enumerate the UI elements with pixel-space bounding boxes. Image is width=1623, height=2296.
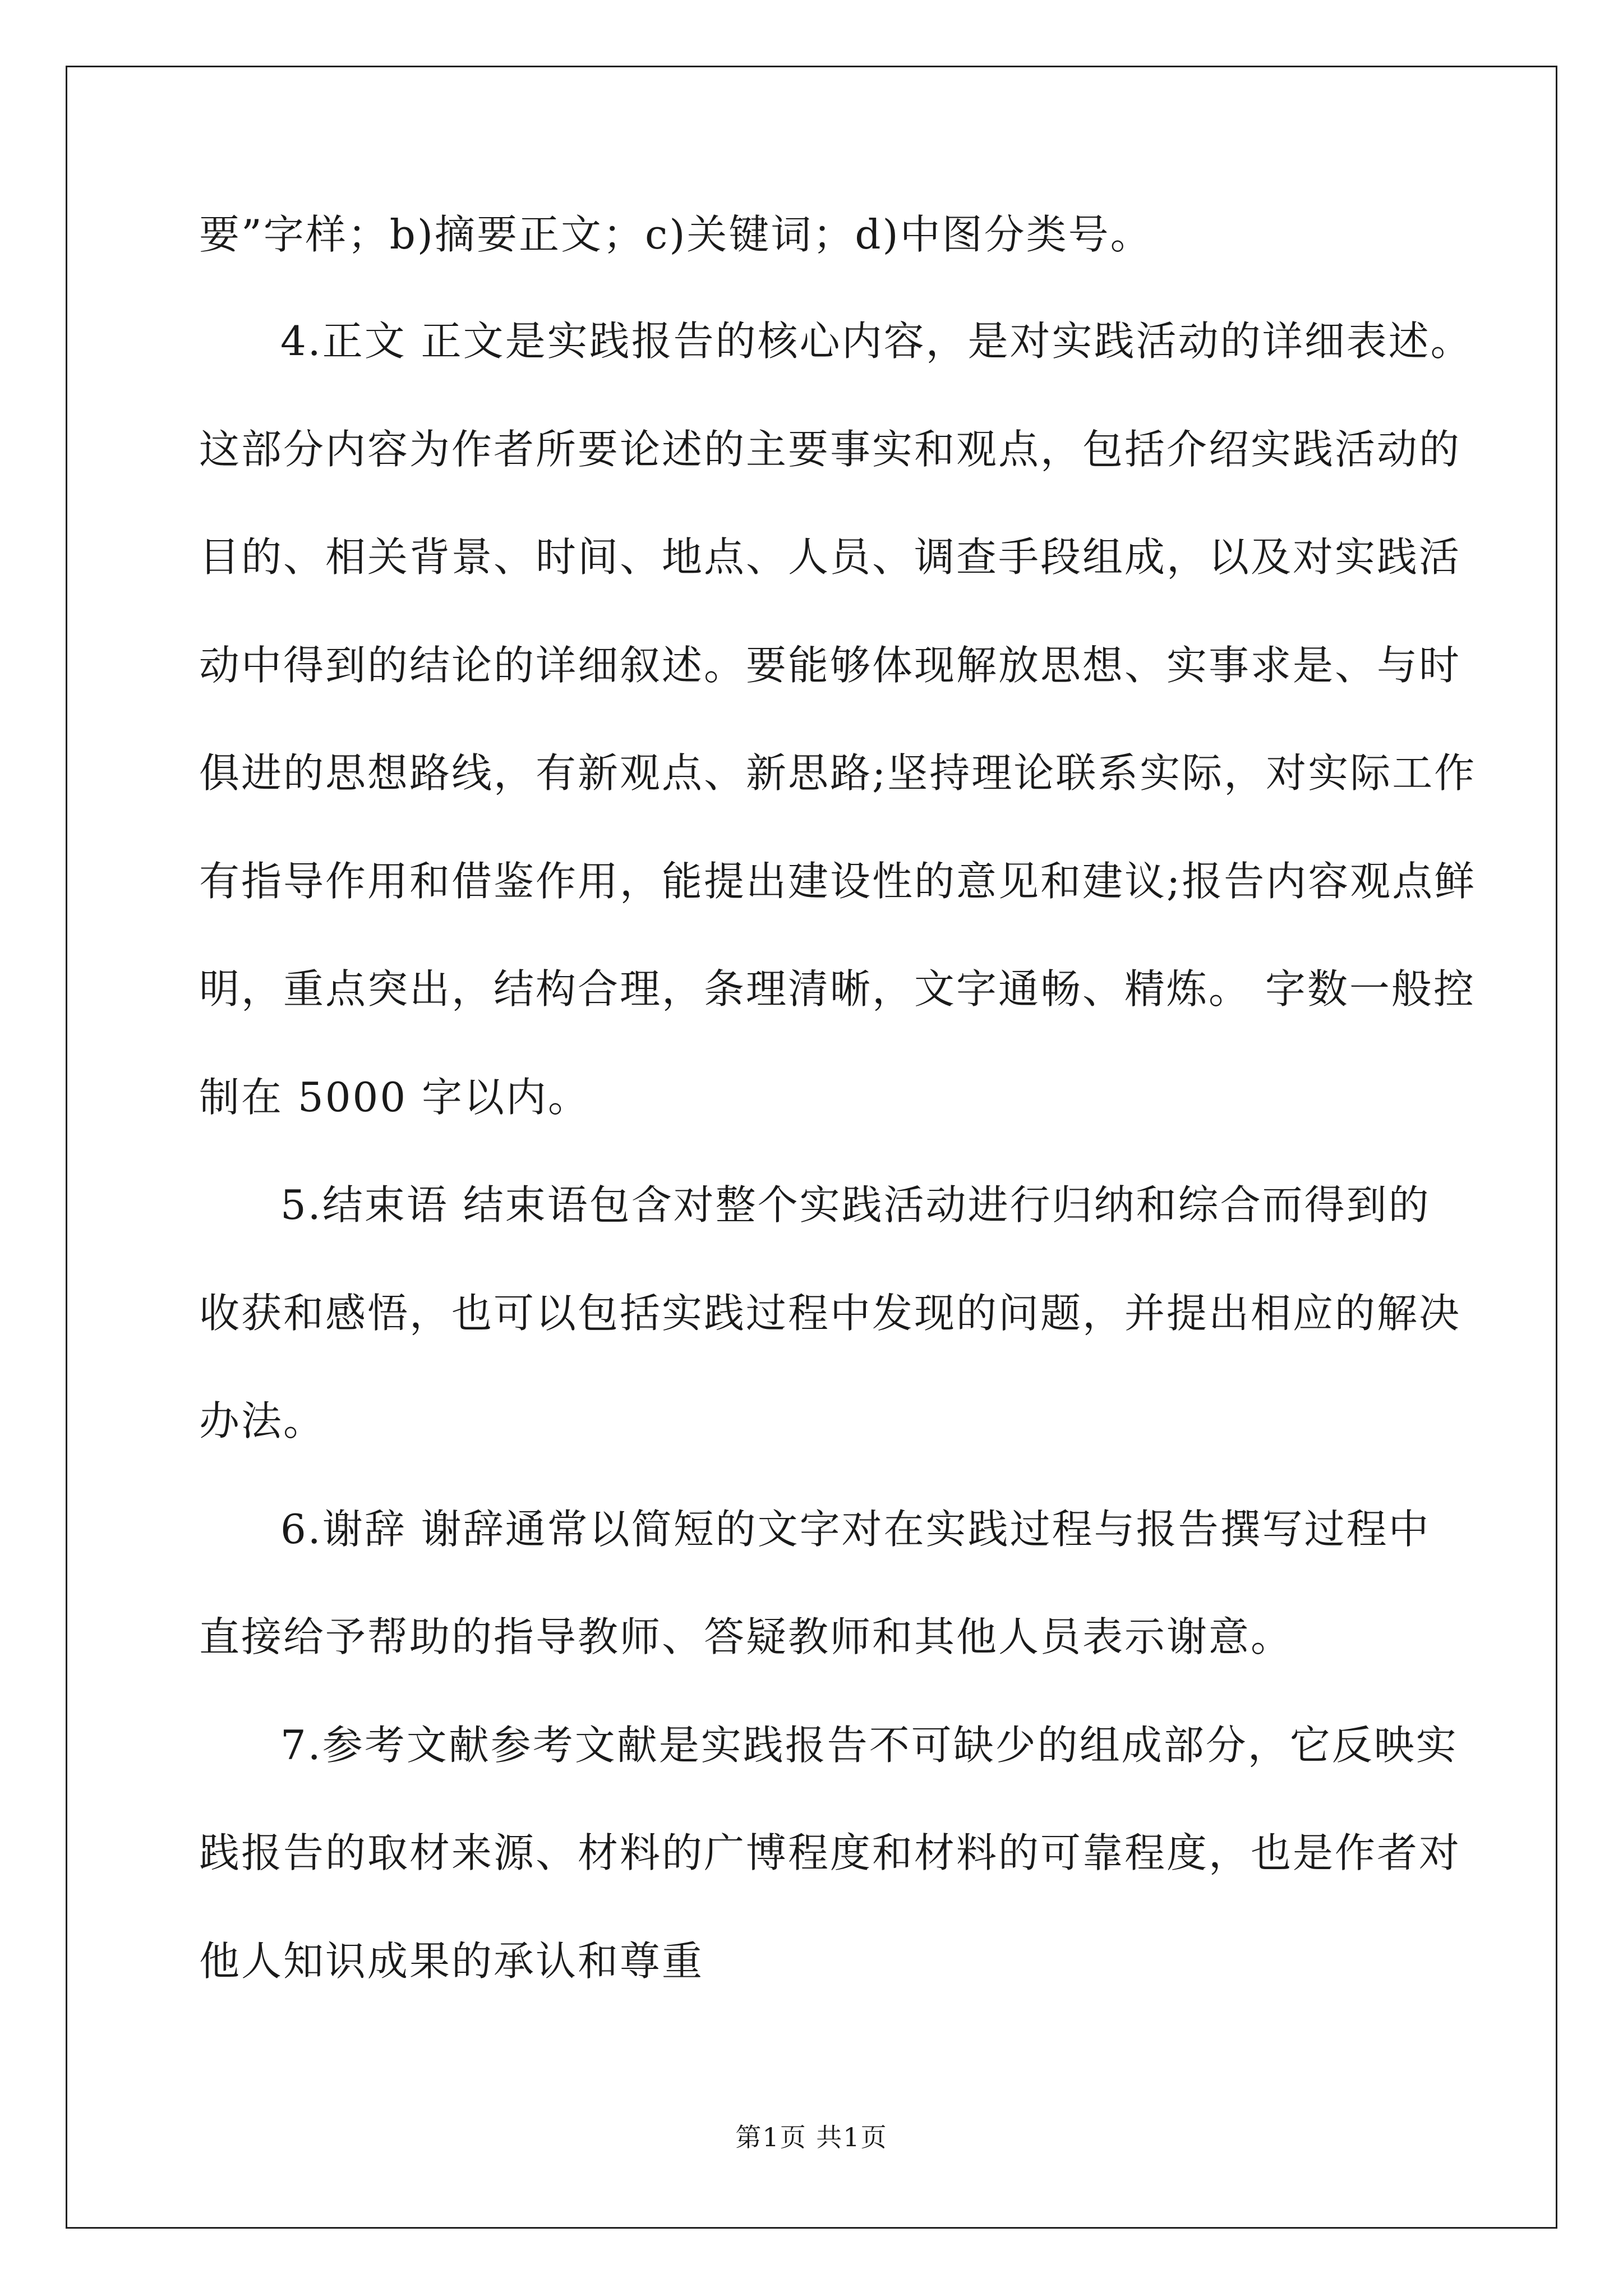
- text-line: 动中得到的结论的详细叙述。要能够体现解放思想、实事求是、与时: [199, 642, 1461, 689]
- paragraph-heading-line: 4.正文 正文是实践报告的核心内容，是对实践活动的详细表述。: [280, 318, 1473, 365]
- paragraph-heading-line: 5.结束语 结束语包含对整个实践活动进行归纳和综合而得到的: [280, 1181, 1431, 1228]
- text-line: 制在 5000 字以内。: [199, 1074, 591, 1121]
- paragraph-heading-line: 7.参考文献参考文献是实践报告不可缺少的组成部分，它反映实: [280, 1722, 1458, 1769]
- text-line: 办法。: [199, 1397, 326, 1444]
- text-line: 明，重点突出，结构合理，条理清晰，文字通畅、精炼。 字数一般控: [199, 965, 1476, 1013]
- text-line: 有指导作用和借鉴作用，能提出建设性的意见和建议;报告内容观点鲜: [199, 858, 1477, 905]
- page-border: [66, 66, 1557, 2229]
- paragraph-heading-line: 6.谢辞 谢辞通常以简短的文字对在实践过程与报告撰写过程中: [280, 1506, 1431, 1553]
- text-line: 践报告的取材来源、材料的广博程度和材料的可靠程度，也是作者对: [199, 1829, 1461, 1876]
- text-line: 俱进的思想路线，有新观点、新思路;坚持理论联系实际，对实际工作: [199, 749, 1477, 797]
- text-line: 他人知识成果的承认和尊重: [199, 1938, 704, 1985]
- text-line: 这部分内容为作者所要论述的主要事实和观点，包括介绍实践活动的: [199, 426, 1461, 473]
- text-line: 目的、相关背景、时间、地点、人员、调查手段组成，以及对实践活: [199, 533, 1461, 581]
- page-footer: 第1页 共1页: [735, 2122, 888, 2152]
- text-line: 收获和感悟，也可以包括实践过程中发现的问题，并提出相应的解决: [199, 1290, 1461, 1337]
- text-line: 直接给予帮助的指导教师、答疑教师和其他人员表示谢意。: [199, 1613, 1293, 1660]
- text-line: 要”字样；b)摘要正文；c)关键词；d)中图分类号。: [199, 211, 1152, 258]
